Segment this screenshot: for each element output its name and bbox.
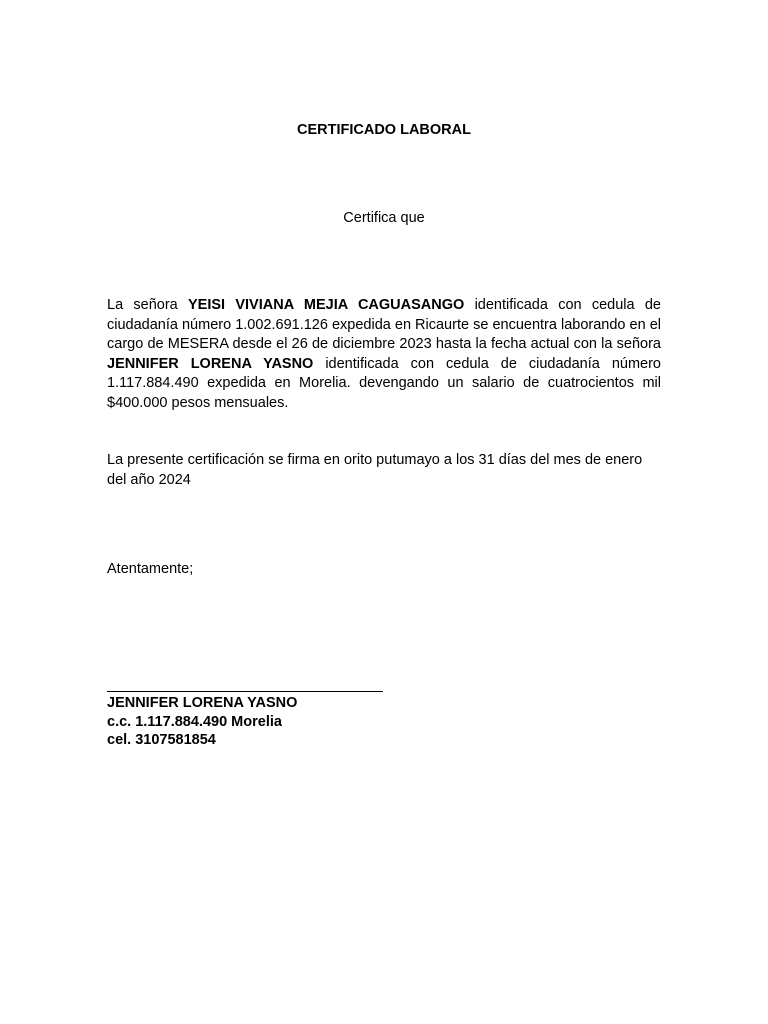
salutation: Atentamente;: [107, 561, 194, 577]
body-text-part-3: identificada con cedula de ciudadanía número 1.117.884.490 expedida en Morelia. devengando un salario de cuatrocientos mil $400.000 pesos mensuales.: [107, 355, 661, 411]
certification-body: [107, 296, 661, 413]
employer-name: JENNIFER LORENA YASNO: [107, 355, 314, 372]
signature-line: [107, 691, 383, 692]
document-subtitle: Certifica que: [343, 210, 425, 226]
closing-paragraph: La presente certificación se firma en orito putumayo a los 31 días del mes de enero del año 2024: [107, 452, 643, 488]
signer-id: c.c. 1.117.884.490 Morelia: [107, 713, 282, 730]
body-text-part-1: La señora: [107, 297, 189, 313]
signature-block: [107, 694, 297, 750]
signer-phone: cel. 3107581854: [107, 732, 216, 748]
body-text-part-2: identificada con cedula de ciudadanía número 1.002.691.126 expedida en Ricaurte se encuentra laborando en el cargo de MESERA desde el 26 de diciembre 2023 hasta la fecha actual con la señora: [107, 297, 661, 352]
document-title: CERTIFICADO LABORAL: [297, 122, 471, 138]
employee-name: YEISI VIVIANA MEJIA CAGUASANGO: [188, 297, 465, 313]
signer-name: JENNIFER LORENA YASNO: [107, 695, 298, 711]
